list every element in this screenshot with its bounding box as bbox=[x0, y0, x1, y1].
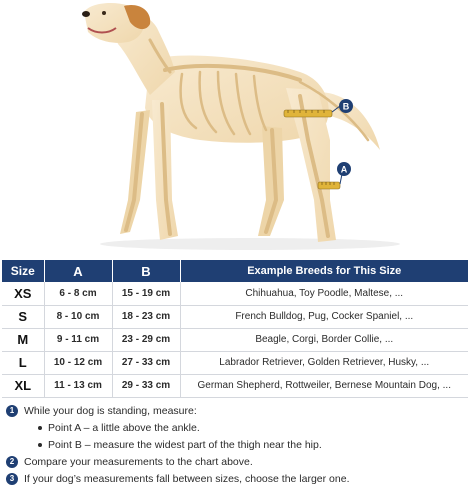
step-number-badge: 1 bbox=[6, 405, 18, 417]
table-row bbox=[2, 328, 468, 351]
row-b: 18 - 23 cm bbox=[112, 305, 180, 328]
point-text: Point A – a little above the ankle. bbox=[48, 421, 200, 434]
row-b: 29 - 33 cm bbox=[112, 374, 180, 397]
step-number-badge: 3 bbox=[6, 473, 18, 485]
step-text: If your dog’s measurements fall between sizes, choose the larger one. bbox=[24, 472, 350, 485]
row-size: M bbox=[2, 328, 44, 351]
row-b: 15 - 19 cm bbox=[112, 282, 180, 305]
row-a: 9 - 11 cm bbox=[44, 328, 112, 351]
svg-text:A: A bbox=[340, 164, 348, 175]
row-a: 10 - 12 cm bbox=[44, 351, 112, 374]
row-a: 8 - 10 cm bbox=[44, 305, 112, 328]
bullet-icon bbox=[38, 426, 42, 430]
row-breeds: French Bulldog, Pug, Cocker Spaniel, ... bbox=[180, 305, 468, 328]
marker-a bbox=[337, 162, 351, 176]
row-size: XS bbox=[2, 282, 44, 305]
table-row bbox=[2, 351, 468, 374]
step-text: While your dog is standing, measure: bbox=[24, 404, 197, 417]
point-text: Point B – measure the widest part of the thigh near the hip. bbox=[48, 438, 322, 451]
dog-silhouette bbox=[82, 3, 380, 242]
row-size: XL bbox=[2, 374, 44, 397]
row-breeds: Labrador Retriever, Golden Retriever, Husky, ... bbox=[180, 351, 468, 374]
table-row bbox=[2, 305, 468, 328]
row-b: 23 - 29 cm bbox=[112, 328, 180, 351]
bullet-icon bbox=[38, 443, 42, 447]
instruction-step-2 bbox=[6, 453, 466, 470]
measuring-instructions bbox=[6, 402, 466, 487]
header-size: Size bbox=[2, 260, 44, 282]
measuring-tape-b bbox=[284, 110, 332, 117]
row-size: S bbox=[2, 305, 44, 328]
step-number-badge: 2 bbox=[6, 456, 18, 468]
row-breeds: Chihuahua, Toy Poodle, Maltese, ... bbox=[180, 282, 468, 305]
header-b: B bbox=[112, 260, 180, 282]
size-chart-table bbox=[2, 260, 468, 398]
row-breeds: Beagle, Corgi, Border Collie, ... bbox=[180, 328, 468, 351]
instruction-point-b bbox=[6, 436, 466, 453]
svg-text:B: B bbox=[342, 101, 350, 112]
ground-shadow bbox=[100, 238, 400, 250]
row-b: 27 - 33 cm bbox=[112, 351, 180, 374]
table-row bbox=[2, 282, 468, 305]
row-size: L bbox=[2, 351, 44, 374]
measuring-tape-a bbox=[318, 182, 340, 189]
row-a: 11 - 13 cm bbox=[44, 374, 112, 397]
table-header-row bbox=[2, 260, 468, 282]
header-breeds: Example Breeds for This Size bbox=[180, 260, 468, 282]
instruction-step-3 bbox=[6, 470, 466, 487]
marker-b bbox=[339, 99, 353, 113]
row-breeds: German Shepherd, Rottweiler, Bernese Mountain Dog, ... bbox=[180, 374, 468, 397]
instruction-point-a bbox=[6, 419, 466, 436]
step-text: Compare your measurements to the chart above. bbox=[24, 455, 253, 468]
header-a: A bbox=[44, 260, 112, 282]
table-row bbox=[2, 374, 468, 397]
row-a: 6 - 8 cm bbox=[44, 282, 112, 305]
instruction-step-1 bbox=[6, 402, 466, 419]
